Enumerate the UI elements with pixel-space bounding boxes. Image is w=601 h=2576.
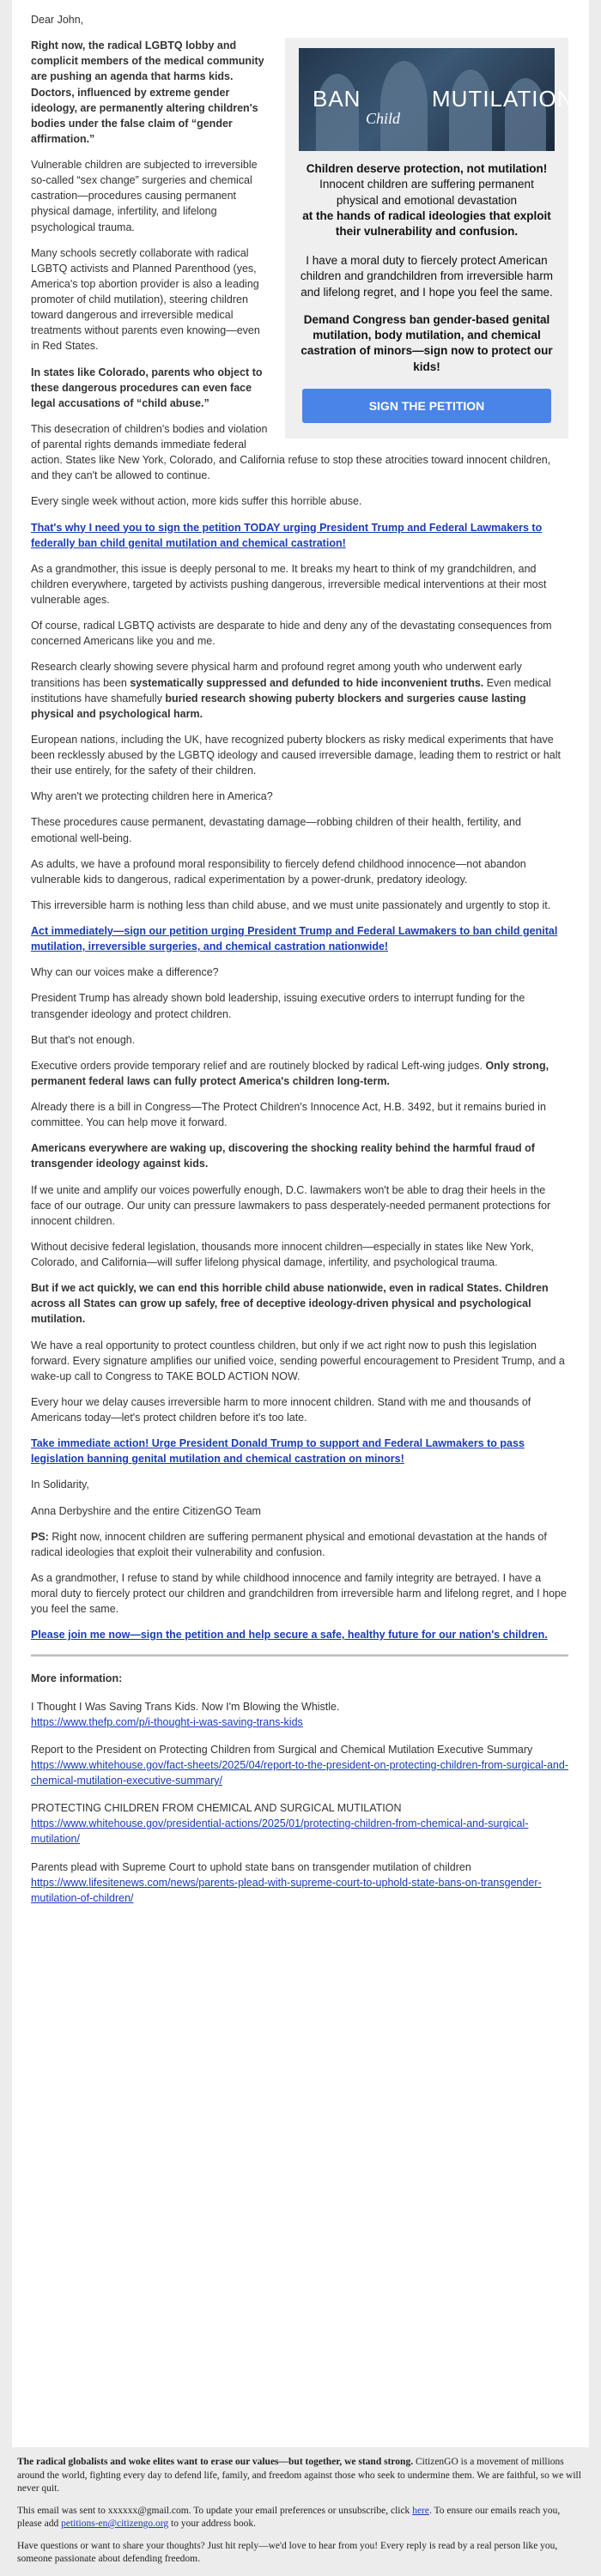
- email-card: [12, 0, 589, 2447]
- signoff-1: In Solidarity,: [31, 1478, 89, 1491]
- body-p26: As a grandmother, I refuse to stand by while childhood innocence and family integrity are betrayed. I have a moral duty to fiercely protect our children and grandchildren from irreversible harm and lifelong regret, and I hope you feel the same.: [31, 1571, 567, 1616]
- footer-mission: [17, 2456, 584, 2496]
- unsubscribe-link[interactable]: here: [412, 2505, 429, 2516]
- banner-figure: [380, 61, 428, 151]
- sign-petition-button[interactable]: SIGN THE PETITION: [302, 389, 551, 423]
- body-p8: Of course, radical LGBTQ activists are desparate to hide and deny any of the devastating consequences from concerned Americans like you and me.: [31, 620, 552, 648]
- footer-unsubscribe: [17, 2505, 584, 2531]
- reference-item: [31, 1742, 568, 1788]
- body-p16: President Trump has already shown bold leadership, issuing executive orders to interrupt funding for the transgender ideology and protect children.: [31, 992, 525, 1020]
- body-p19: Already there is a bill in Congress—The Protect Children's Innocence Act, H.B. 3492, but it remains buried in committee. You can help move it forward.: [31, 1101, 546, 1129]
- body-p11: Why aren't we protecting children here in America?: [31, 790, 273, 803]
- body-p9-part: Research clearly showing severe physical harm and profound regret among youth who underwent early transitions has been: [31, 661, 522, 689]
- body-p18: [31, 1058, 568, 1089]
- body-p20: Americans everywhere are waking up, discovering the shocking reality behind the harmful fraud of transgender ideology against kids.: [31, 1142, 535, 1170]
- sidebar-text: [299, 161, 555, 375]
- body-p5: This desecration of children's bodies and violation of parental rights demands immediate federal action. States like New York, Colorado, and California refuse to stop these atrocities toward innocent children, and they can't be allowed to continue.: [31, 422, 551, 482]
- body-p9-bold: buried research showing puberty blockers and surgeries cause lasting physical and psychological harm.: [31, 692, 526, 720]
- body-p23: But if we act quickly, we can end this horrible child abuse nationwide, even in radical States. Children across all States can grow up safely, free of deceptive ideology-driven physical and psychological mutilation.: [31, 1282, 549, 1326]
- reference-item: [31, 1859, 568, 1906]
- body-p17: But that's not enough.: [31, 1033, 136, 1046]
- sidebar-heading: Children deserve protection, not mutilation!: [306, 162, 548, 176]
- sidebar-para: I have a moral duty to fiercely protect American children and grandchildren from irreversible harm and lifelong regret, and I hope you feel the same.: [300, 254, 554, 299]
- petition-link-3[interactable]: Take immediate action! Urge President Donald Trump to support and Federal Lawmakers to pass legislation banning genital mutilation and chemical castration on minors!: [31, 1437, 525, 1466]
- body-p21: If we unite and amplify our voices powerfully enough, D.C. lawmakers won't be able to drag their heels in the face of our outrage. Our unity can pressure lawmakers to pass desperately-needed permanent protections for innocent children.: [31, 1183, 551, 1227]
- footer-reply: Have questions or want to share your thoughts? Just hit reply—we'd love to hear from you! Every reply is read by a real person like you, someone passionate about defending freedom.: [17, 2540, 558, 2565]
- footer-text: . To ensure our emails reach you, please add: [17, 2505, 561, 2530]
- petition-sidebar: [285, 38, 574, 438]
- body-p12: These procedures cause permanent, devastating damage—robbing children of their health, fertility, and emotional well-being.: [31, 816, 521, 844]
- footer-text: to your address book.: [168, 2519, 257, 2530]
- signoff-2: Anna Derbyshire and the entire CitizenGO Team: [31, 1504, 261, 1517]
- body-p9-part: Even medical institutions have shamefully: [31, 676, 551, 704]
- reference-link[interactable]: https://www.whitehouse.gov/fact-sheets/2025/04/report-to-the-president-on-protecting-children-from-surgical-and-chemical-mutilation-executive-summary/: [31, 1758, 568, 1787]
- references-heading: More information:: [31, 1672, 123, 1685]
- intro-p4: In states like Colorado, parents who object to these dangerous procedures can even face legal accusations of “child abuse.”: [31, 366, 263, 409]
- intro-p1: Right now, the radical LGBTQ lobby and complicit members of the medical community are pushing an agenda that harms kids. Doctors, influenced by extreme gender ideology, are permanently altering children's bodies under the false claim of “gender affirmation.”: [31, 39, 264, 145]
- petition-link-1[interactable]: That's why I need you to sign the petition TODAY urging President Trump and Federal Lawmakers to federally ban child genital mutilation and chemical castration!: [31, 521, 543, 549]
- references-section: [31, 1671, 568, 1906]
- reference-link[interactable]: https://www.lifesitenews.com/news/parents-plead-with-supreme-court-to-uphold-state-bans-on-transgender-mutilation-of-children/: [31, 1876, 542, 1904]
- body-p18-bold: Only strong, permanent federal laws can fully protect America's children long-term.: [31, 1059, 549, 1087]
- reference-title: PROTECTING CHILDREN FROM CHEMICAL AND SURGICAL MUTILATION: [31, 1802, 402, 1815]
- sidebar-line1: Innocent children are suffering permanent physical and emotional devastation: [319, 178, 534, 207]
- body-p13: As adults, we have a profound moral responsibility to fiercely defend childhood innocence—not abandon vulnerable kids to dangerous, radical experimentation by a power-drunk, predatory ideology.: [31, 857, 526, 886]
- petition-link-4[interactable]: Please join me now—sign the petition and help secure a safe, healthy future for our nation's children.: [31, 1629, 548, 1642]
- intro-left-column: [31, 38, 271, 421]
- reference-item: [31, 1699, 568, 1730]
- body-p24: We have a real opportunity to protect countless children, but only if we act right now to push this legislation forward. Every signature amplifies our unified voice, sending powerful encouragement to President Trump, and a wake-up call to Congress to TAKE BOLD ACTION NOW.: [31, 1339, 565, 1382]
- sidebar-line2: at the hands of radical ideologies that exploit their vulnerability and confusion.: [302, 209, 551, 238]
- body-p22: Without decisive federal legislation, thousands more innocent children—especially in states like New York, Colorado, and California—will suffer lifelong physical damage, infertility, and psychological trauma.: [31, 1240, 534, 1268]
- contact-email-link[interactable]: petitions-en@citizengo.org: [61, 2519, 169, 2530]
- email-footer: [17, 2456, 584, 2575]
- body-p9-bold: systematically suppressed and defunded to hide inconvenient truths.: [130, 676, 484, 689]
- petition-link-2[interactable]: Act immediately—sign our petition urging President Trump and Federal Lawmakers to ban child genital mutilation, irreversible surgeries, and chemical castration nationwide!: [31, 925, 558, 953]
- body-p25: Every hour we delay causes irreversible harm to more innocent children. Stand with me and thousands of Americans today—let's protect children before it's too late.: [31, 1395, 531, 1424]
- footer-text: This email was sent to xxxxxx@gmail.com. To update your email preferences or unsubscribe, click: [17, 2505, 413, 2516]
- banner-word-child: Child: [366, 110, 401, 128]
- reference-link[interactable]: https://www.whitehouse.gov/presidential-actions/2025/01/protecting-children-from-chemical-and-surgical-mutilation/: [31, 1817, 529, 1846]
- body-p10: European nations, including the UK, have recognized puberty blockers as risky medical experiments that have been recklessly abused by the LGBTQ ideology and caused irreversible damage, leading them to restrict or halt their use entirely, for the safety of their children.: [31, 733, 561, 777]
- body-p7: As a grandmother, this issue is deeply personal to me. It breaks my heart to think of my grandchildren, and children everywhere, targeted by activists pushing dangerous, irreversible medical interventions at their most vulnerable ages.: [31, 562, 547, 606]
- body-p18-part: Executive orders provide temporary relief and are routinely blocked by radical Left-wing judges.: [31, 1059, 486, 1072]
- banner-word-mutilation: MUTILATION: [432, 86, 574, 112]
- ps-label: PS:: [31, 1530, 49, 1543]
- reference-title: Report to the President on Protecting Children from Surgical and Chemical Mutilation Executive Summary: [31, 1743, 533, 1756]
- footer-mission-bold: The radical globalists and woke elites want to erase our values—but together, we stand strong.: [17, 2457, 414, 2467]
- reference-title: I Thought I Was Saving Trans Kids. Now I'm Blowing the Whistle.: [31, 1700, 340, 1713]
- reference-title: Parents plead with Supreme Court to uphold state bans on transgender mutilation of children: [31, 1860, 471, 1873]
- body-p15: Why can our voices make a difference?: [31, 966, 219, 979]
- ban-child-mutilation-banner: [299, 48, 574, 151]
- ps-paragraph: [31, 1529, 568, 1560]
- body-p14: This irreversible harm is nothing less than child abuse, and we must unite passionately and urgently to stop it.: [31, 898, 551, 911]
- body-p9: [31, 659, 568, 722]
- intro-p3: Many schools secretly collaborate with radical LGBTQ activists and Planned Parenthood (yes, America's top abortion provider is also a leading promoter of child mutilation), steering children toward dangerous and irreversible medical treatments without parents even knowing—even in Red States.: [31, 246, 260, 353]
- sidebar-demand: Demand Congress ban gender-based genital mutilation, body mutilation, and chemical castration of minors—sign now to protect our kids!: [300, 312, 553, 373]
- footer-mission-text: CitizenGO is a movement of millions around the world, fighting every day to defend life, family, and freedom against those who seek to undermine them. We are faithful, so we will never quit.: [17, 2457, 581, 2494]
- banner-word-ban: BAN: [313, 86, 361, 112]
- intro-p2: Vulnerable children are subjected to irreversible so-called “sex change” surgeries and chemical castration—procedures causing permanent physical damage, infertility, and lifelong psychological trauma.: [31, 159, 258, 233]
- reference-link[interactable]: https://www.thefp.com/p/i-thought-i-was-saving-trans-kids: [31, 1715, 303, 1728]
- body-p6: Every single week without action, more kids suffer this horrible abuse.: [31, 495, 362, 508]
- greeting: Dear John,: [31, 14, 84, 26]
- divider: [31, 1654, 568, 1657]
- email-content: [31, 12, 574, 1918]
- reference-item: [31, 1800, 568, 1847]
- ps-text: Right now, innocent children are suffering permanent physical and emotional devastation at the hands of radical ideologies that exploit their vulnerability and confusion.: [31, 1530, 547, 1558]
